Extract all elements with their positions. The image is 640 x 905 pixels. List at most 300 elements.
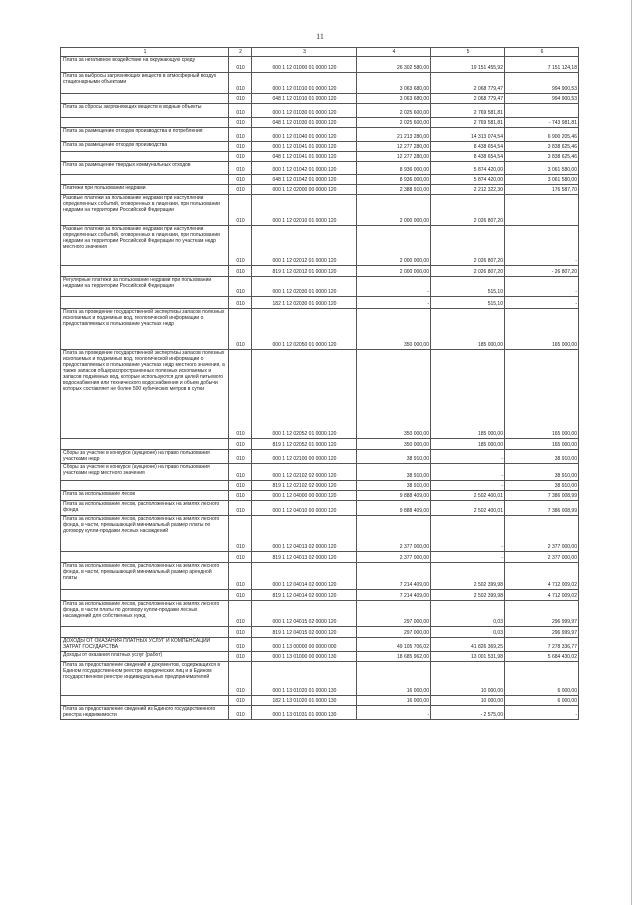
row-plan — [357, 590, 431, 601]
row-code — [229, 152, 252, 162]
row-code — [229, 118, 252, 128]
row-kbk-text: 000 1 12 04014 02 0000 120 — [272, 582, 337, 588]
row-kbk-text: 000 1 12 01041 01 0000 120 — [272, 144, 337, 150]
row-code-text: 010 — [236, 120, 245, 126]
row-fact — [431, 491, 505, 501]
table-row — [61, 277, 579, 297]
row-kbk — [252, 118, 357, 128]
row-code-text: 010 — [236, 86, 245, 92]
row-code — [229, 57, 252, 73]
row-kbk — [252, 73, 357, 94]
row-kbk-text: 182 1 12 02030 01 0000 120 — [272, 301, 337, 307]
row-fact — [431, 563, 505, 590]
row-plan — [357, 696, 431, 706]
row-kbk — [252, 563, 357, 590]
row-plan — [357, 638, 431, 652]
row-code — [229, 481, 252, 491]
row-name — [61, 266, 229, 277]
row-rest-text: - 26 807,20 — [551, 269, 577, 275]
row-rest-text: 994 900,53 — [551, 86, 577, 92]
table-row — [61, 195, 579, 226]
row-code-text: 010 — [236, 442, 245, 448]
table-row — [61, 491, 579, 501]
row-plan-text: 38 910,00 — [406, 456, 429, 462]
row-fact — [431, 175, 505, 185]
row-code-text: 010 — [236, 508, 245, 514]
row-kbk-text: 000 1 12 01010 01 0000 120 — [272, 86, 337, 92]
row-plan-text: 49 105 706,02 — [397, 644, 429, 650]
row-fact-text: 5 874 420,00 — [473, 177, 503, 183]
row-name — [61, 350, 229, 439]
row-plan-text: 12 277 280,00 — [397, 144, 429, 150]
row-kbk — [252, 638, 357, 652]
row-fact — [431, 590, 505, 601]
row-name — [61, 638, 229, 652]
row-kbk-text: 000 1 12 02100 00 0000 120 — [272, 456, 337, 462]
row-fact-text: 2 769 581,81 — [473, 120, 503, 126]
row-rest — [505, 142, 579, 152]
table-row — [61, 590, 579, 601]
row-name — [61, 601, 229, 627]
row-name — [61, 309, 229, 350]
row-rest-text: 6 900 205,46 — [547, 134, 577, 140]
row-plan-text: 2 000 000,00 — [399, 218, 429, 224]
row-fact-text: 515,10 — [487, 301, 503, 307]
row-fact — [431, 73, 505, 94]
row-name — [61, 118, 229, 128]
table-row — [61, 94, 579, 104]
row-rest — [505, 563, 579, 590]
row-code — [229, 439, 252, 450]
table-row — [61, 563, 579, 590]
row-fact-text: 0,03 — [493, 630, 503, 636]
row-rest-text: 176 587,70 — [551, 187, 577, 193]
row-rest-text: - — [575, 258, 577, 264]
row-name — [61, 195, 229, 226]
row-rest-text: 2 377 000,00 — [547, 544, 577, 550]
row-name — [61, 627, 229, 638]
row-kbk-text: 819 1 12 04013 02 0000 120 — [272, 555, 337, 561]
row-name — [61, 73, 229, 94]
row-fact-text: 2 502 399,98 — [473, 593, 503, 599]
row-fact — [431, 662, 505, 696]
row-rest-text: 6 000,00 — [557, 698, 577, 704]
row-fact-text: 185 000,00 — [477, 342, 503, 348]
row-kbk — [252, 297, 357, 309]
page-number: 11 — [316, 32, 324, 41]
row-rest — [505, 185, 579, 195]
row-code-text: 010 — [236, 289, 245, 295]
row-plan-text: 3 063 680,00 — [399, 96, 429, 102]
row-name — [61, 501, 229, 516]
row-name — [61, 450, 229, 464]
row-fact — [431, 439, 505, 450]
row-code — [229, 662, 252, 696]
row-fact-text: 2 068 779,47 — [473, 86, 503, 92]
row-plan-text: 2 025 600,00 — [399, 120, 429, 126]
row-kbk-text: 000 1 12 04015 02 0000 120 — [272, 619, 337, 625]
row-plan — [357, 652, 431, 662]
row-name — [61, 94, 229, 104]
row-rest — [505, 162, 579, 175]
row-fact-text: 2 502 400,01 — [473, 508, 503, 514]
row-fact-text: 41 826 369,25 — [471, 644, 503, 650]
row-name-text: Сборы за участие в конкурсе (аукционе) на право пользования участками недр — [63, 450, 210, 462]
row-plan — [357, 516, 431, 552]
row-name-text: Плата за проведение государственной экспертизы запасов полезных ископаемых и подземных вод, геологической информации о предоставляемых в пользование участках недр местного значения, а также запасов общераспространенных полезных ископаемых и запасов подземных вод, которые используются для целей питьевого водоснабжения или технического водоснабжения и объем добычи которых составляет не более 500 кубических метров в сутки — [63, 350, 225, 392]
row-fact — [431, 706, 505, 720]
row-plan-text: 21 213 280,00 — [397, 134, 429, 140]
row-name-text: Плата за проведение государственной экспертизы запасов полезных ископаемых и подземных вод, геологической информации о предоставляемых в пользование участках недр — [63, 309, 225, 327]
row-rest — [505, 439, 579, 450]
row-code-text: 010 — [236, 688, 245, 694]
row-kbk — [252, 627, 357, 638]
row-code-text: 010 — [236, 644, 245, 650]
row-fact-text: 2 026 807,20 — [473, 218, 503, 224]
row-plan-text: 26 302 580,00 — [397, 65, 429, 71]
row-plan-text: 38 910,00 — [406, 483, 429, 489]
row-kbk — [252, 104, 357, 118]
row-fact — [431, 696, 505, 706]
row-rest — [505, 297, 579, 309]
table-row — [61, 226, 579, 266]
row-plan-text: - — [427, 712, 429, 718]
row-kbk — [252, 226, 357, 266]
row-plan-text: 7 214 409,00 — [399, 593, 429, 599]
row-fact-text: 8 438 654,54 — [473, 154, 503, 160]
row-plan-text: 7 214 409,00 — [399, 582, 429, 588]
row-code — [229, 464, 252, 481]
row-code-text: 010 — [236, 110, 245, 116]
row-name-text: Плата за использование лесов, расположенных на землях лесного фонда — [63, 501, 220, 513]
row-name — [61, 439, 229, 450]
row-code — [229, 94, 252, 104]
row-kbk — [252, 266, 357, 277]
row-plan — [357, 309, 431, 350]
row-fact-text: - — [501, 473, 503, 479]
row-rest — [505, 652, 579, 662]
row-plan — [357, 195, 431, 226]
row-name — [61, 590, 229, 601]
row-kbk — [252, 706, 357, 720]
row-rest — [505, 464, 579, 481]
row-code — [229, 638, 252, 652]
row-name — [61, 563, 229, 590]
row-rest — [505, 450, 579, 464]
row-rest — [505, 226, 579, 266]
row-kbk — [252, 590, 357, 601]
row-fact — [431, 601, 505, 627]
row-fact — [431, 277, 505, 297]
row-kbk — [252, 601, 357, 627]
row-kbk-text: 000 1 13 01020 01 0000 130 — [272, 688, 337, 694]
row-rest-text: 165 000,00 — [551, 442, 577, 448]
row-code — [229, 297, 252, 309]
row-fact — [431, 450, 505, 464]
row-plan — [357, 175, 431, 185]
header-cell: 3 — [252, 48, 357, 57]
row-rest — [505, 73, 579, 94]
row-kbk — [252, 175, 357, 185]
row-plan-text: 16 000,00 — [406, 688, 429, 694]
row-code-text: 010 — [236, 134, 245, 140]
row-name-text: Плата за использование лесов, расположенных на землях лесного фонда, в части, превышающей минимальный размер платы по договору купли-продажи лесных насаждений — [63, 516, 220, 534]
row-name — [61, 226, 229, 266]
row-plan-text: 12 277 280,00 — [397, 154, 429, 160]
row-code — [229, 73, 252, 94]
row-name-text: Платежи при пользовании недрами — [63, 185, 146, 191]
row-code — [229, 128, 252, 142]
row-plan-text: - — [427, 289, 429, 295]
row-code — [229, 563, 252, 590]
row-code-text: 010 — [236, 301, 245, 307]
row-name — [61, 142, 229, 152]
row-code-text: 010 — [236, 493, 245, 499]
row-rest-text: 3 061 580,00 — [547, 177, 577, 183]
row-name-text: Плата за размещение отходов производства и потребления — [63, 128, 203, 134]
table-row — [61, 601, 579, 627]
row-fact-text: - — [501, 456, 503, 462]
row-rest — [505, 491, 579, 501]
row-kbk-text: 000 1 12 04010 00 0000 120 — [272, 508, 337, 514]
row-fact-text: 2 026 807,20 — [473, 258, 503, 264]
row-kbk-text: 000 1 12 02052 01 0000 120 — [272, 431, 337, 437]
row-fact-text: 10 000,00 — [480, 698, 503, 704]
row-rest-text: 2 377 000,00 — [547, 555, 577, 561]
row-plan — [357, 481, 431, 491]
header-cell: 1 — [61, 48, 229, 57]
row-rest-text: - — [575, 712, 577, 718]
row-fact — [431, 152, 505, 162]
row-rest-text: 165 000,00 — [551, 431, 577, 437]
row-kbk — [252, 696, 357, 706]
row-plan — [357, 464, 431, 481]
header-cell: 6 — [505, 48, 579, 57]
row-code-text: 010 — [236, 342, 245, 348]
row-plan-text: 2 377 000,00 — [399, 544, 429, 550]
table-row — [61, 501, 579, 516]
table-row — [61, 162, 579, 175]
row-kbk-text: 819 1 12 02012 01 0000 120 — [272, 269, 337, 275]
row-rest-text: 4 712 009,02 — [547, 582, 577, 588]
row-name-text: Разовые платежи за пользование недрами при наступлении определенных событий, оговоренных в лицензии, при пользовании недрами на территории Российской Федерации по участкам недр местного значения — [63, 226, 220, 250]
row-kbk — [252, 128, 357, 142]
row-plan-text: - — [427, 301, 429, 307]
row-plan-text: 16 000,00 — [406, 698, 429, 704]
row-kbk — [252, 94, 357, 104]
row-rest — [505, 662, 579, 696]
table-row — [61, 350, 579, 439]
row-fact — [431, 297, 505, 309]
row-fact-text: 10 000,00 — [480, 688, 503, 694]
header-cell: 5 — [431, 48, 505, 57]
row-rest — [505, 481, 579, 491]
row-plan — [357, 162, 431, 175]
row-code — [229, 627, 252, 638]
row-plan — [357, 706, 431, 720]
row-code — [229, 350, 252, 439]
row-plan — [357, 297, 431, 309]
row-fact — [431, 226, 505, 266]
table-row — [61, 696, 579, 706]
row-kbk — [252, 162, 357, 175]
row-code — [229, 309, 252, 350]
row-code — [229, 501, 252, 516]
row-code-text: 010 — [236, 187, 245, 193]
row-fact — [431, 142, 505, 152]
row-plan — [357, 350, 431, 439]
row-kbk-text: 048 1 12 01010 01 0000 120 — [272, 96, 337, 102]
row-kbk-text: 048 1 12 01042 01 0000 120 — [272, 177, 337, 183]
row-code-text: 010 — [236, 544, 245, 550]
row-kbk — [252, 481, 357, 491]
table-row — [61, 128, 579, 142]
row-plan-text: 2 388 910,00 — [399, 187, 429, 193]
row-kbk-text: 000 1 12 04000 00 0000 120 — [272, 493, 337, 499]
row-kbk-text: 048 1 12 01030 01 0000 120 — [272, 120, 337, 126]
row-fact-text: 185 000,00 — [477, 431, 503, 437]
row-name-text: Плата за сбросы загрязняющих веществ в водные объекты — [63, 104, 202, 110]
row-plan-text: 350 000,00 — [403, 342, 429, 348]
row-kbk — [252, 464, 357, 481]
row-rest — [505, 94, 579, 104]
table-row — [61, 297, 579, 309]
row-code — [229, 266, 252, 277]
row-name — [61, 491, 229, 501]
row-fact-text: 2 502 399,98 — [473, 582, 503, 588]
row-plan — [357, 662, 431, 696]
row-name-text: ДОХОДЫ ОТ ОКАЗАНИЯ ПЛАТНЫХ УСЛУГ И КОМПЕНСАЦИИ ЗАТРАТ ГОСУДАРСТВА — [63, 638, 211, 650]
row-kbk — [252, 57, 357, 73]
row-name — [61, 277, 229, 297]
row-name — [61, 481, 229, 491]
row-kbk-text: 000 1 12 02102 02 0000 120 — [272, 473, 337, 479]
row-rest — [505, 590, 579, 601]
table-row — [61, 638, 579, 652]
row-code — [229, 491, 252, 501]
row-plan — [357, 226, 431, 266]
row-code — [229, 601, 252, 627]
row-kbk-text: 819 1 12 02102 02 0000 120 — [272, 483, 337, 489]
row-name — [61, 152, 229, 162]
row-rest-text: 7 386 008,99 — [547, 508, 577, 514]
row-fact-text: 0,03 — [493, 619, 503, 625]
table-row — [61, 552, 579, 563]
row-plan-text: 350 000,00 — [403, 431, 429, 437]
row-fact — [431, 266, 505, 277]
table-row — [61, 652, 579, 662]
row-name-text: Разовые платежи за пользование недрами при наступлении определенных событий, оговоренных в лицензии, при пользовании недрами на территории Российской Федерации — [63, 195, 220, 213]
row-rest — [505, 195, 579, 226]
row-name — [61, 552, 229, 563]
row-code-text: 010 — [236, 654, 245, 660]
row-rest-text: 38 910,00 — [554, 483, 577, 489]
row-name-text: Плата за негативное воздействие на окружающую среду — [63, 57, 196, 63]
row-plan-text: 297 000,00 — [403, 619, 429, 625]
row-kbk — [252, 152, 357, 162]
row-kbk-text: 000 1 12 02030 01 0000 120 — [272, 289, 337, 295]
row-kbk — [252, 185, 357, 195]
row-rest-text: - — [575, 301, 577, 307]
row-kbk-text: 000 1 13 00000 00 0000 000 — [272, 644, 337, 650]
row-rest — [505, 638, 579, 652]
row-name — [61, 464, 229, 481]
row-code-text: 010 — [236, 154, 245, 160]
row-plan — [357, 439, 431, 450]
row-plan-text: 2 000 000,00 — [399, 258, 429, 264]
row-rest-text: 5 684 430,02 — [547, 654, 577, 660]
row-rest — [505, 277, 579, 297]
row-rest — [505, 516, 579, 552]
row-kbk-text: 000 1 12 04013 02 0000 120 — [272, 544, 337, 550]
row-fact — [431, 185, 505, 195]
table-row — [61, 516, 579, 552]
row-code — [229, 652, 252, 662]
row-fact — [431, 104, 505, 118]
row-fact-text: 13 001 531,98 — [471, 654, 503, 660]
row-plan — [357, 152, 431, 162]
row-kbk-text: 182 1 13 01020 01 0000 130 — [272, 698, 337, 704]
row-name-text: Плата за использование лесов — [63, 491, 136, 497]
row-fact-text: 2 026 807,20 — [473, 269, 503, 275]
table-row — [61, 481, 579, 491]
row-rest-text: 7 386 008,99 — [547, 493, 577, 499]
row-fact — [431, 162, 505, 175]
row-name — [61, 162, 229, 175]
row-fact-text: 185 000,00 — [477, 442, 503, 448]
row-name-text: Плата за предоставление сведений из Единого государственного реестра недвижимости — [63, 706, 216, 718]
table-row — [61, 450, 579, 464]
row-plan-text: 350 000,00 — [403, 442, 429, 448]
row-rest — [505, 57, 579, 73]
row-rest-text: - — [575, 289, 577, 295]
row-rest-text: 165 000,00 — [551, 342, 577, 348]
row-name — [61, 104, 229, 118]
row-fact-text: 2 212 322,30 — [473, 187, 503, 193]
row-name-text: Плата за размещение твердых коммунальных отходов — [63, 162, 191, 168]
table-row — [61, 185, 579, 195]
header-cell: 2 — [229, 48, 252, 57]
row-plan-text: 8 936 000,00 — [399, 167, 429, 173]
row-kbk — [252, 501, 357, 516]
row-plan — [357, 552, 431, 563]
row-kbk — [252, 350, 357, 439]
row-code-text: 010 — [236, 483, 245, 489]
row-fact-text: 2 502 400,01 — [473, 493, 503, 499]
row-kbk — [252, 662, 357, 696]
table-row — [61, 57, 579, 73]
row-code-text: 010 — [236, 698, 245, 704]
row-rest-text: - 743 981,81 — [548, 120, 577, 126]
row-plan — [357, 563, 431, 590]
row-code-text: 010 — [236, 712, 245, 718]
row-plan-text: 9 888 409,00 — [399, 493, 429, 499]
row-name — [61, 128, 229, 142]
row-kbk — [252, 450, 357, 464]
row-kbk — [252, 552, 357, 563]
row-name-text: Плата за использование лесов, расположенных на землях лесного фонда, в части, превышающей минимальный размер арендной платы — [63, 563, 220, 581]
row-kbk-text: 819 1 12 04014 02 0000 120 — [272, 593, 337, 599]
row-rest — [505, 152, 579, 162]
row-kbk — [252, 652, 357, 662]
row-name — [61, 652, 229, 662]
row-code-text: 010 — [236, 167, 245, 173]
row-name — [61, 185, 229, 195]
row-name-text: Регулярные платежи за пользование недрами при пользовании недрами на территории Российской Федерации — [63, 277, 212, 289]
row-rest — [505, 309, 579, 350]
row-kbk — [252, 142, 357, 152]
row-kbk-text: 819 1 12 04015 02 0000 120 — [272, 630, 337, 636]
